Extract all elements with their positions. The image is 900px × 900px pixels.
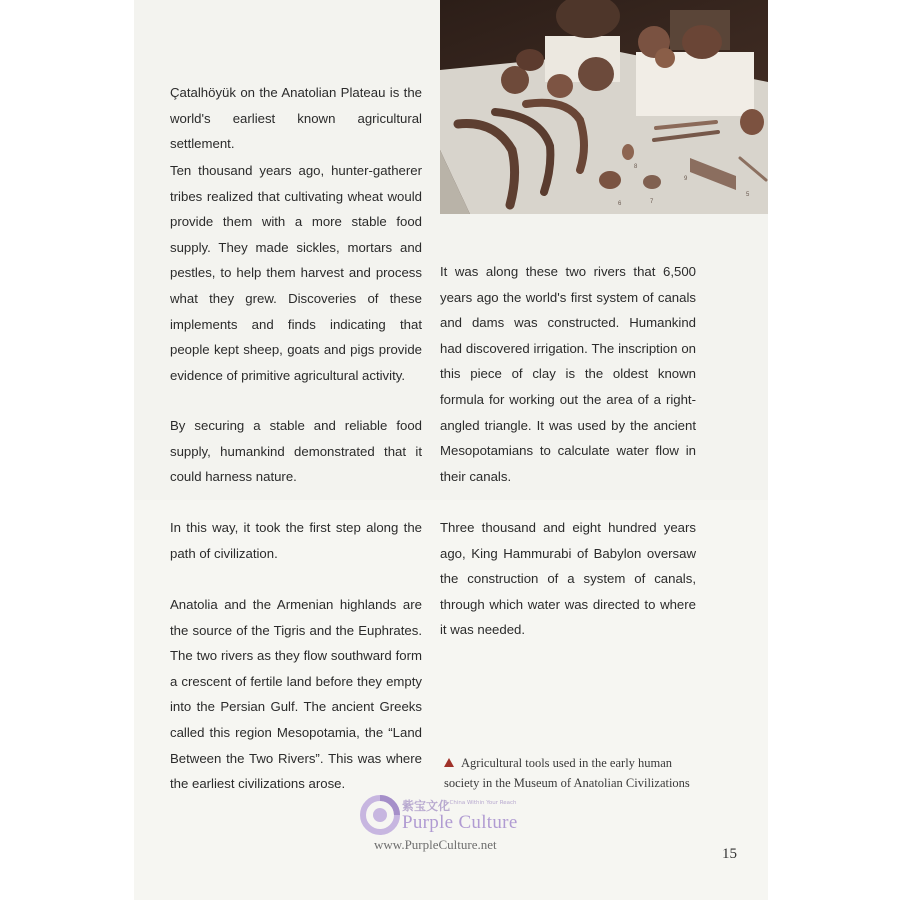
watermark-tagline: A China Within Your Reach bbox=[444, 800, 517, 806]
purple-culture-logo-icon bbox=[360, 795, 400, 835]
watermark-url: www.PurpleCulture.net bbox=[374, 837, 497, 852]
page-number: 15 bbox=[722, 846, 737, 862]
exhibit-label-8: 8 bbox=[634, 164, 638, 170]
paragraph-hunter-gatherers: Ten thousand years ago, hunter-gatherer tribes realized that cultivating wheat would provide them with a more stable food supply. They made sickles, mortars and pestles, to help them harvest and process what they grew. Discoveries of these implements and finds indicating that people kept sheep, goats and pigs provide evidence of primitive agricultural activity. bbox=[170, 163, 422, 383]
museum-photo bbox=[440, 0, 768, 214]
watermark-brand: Purple Culture bbox=[402, 812, 518, 833]
caption-text: Agricultural tools used in the early human society in the Museum of Anatolian Civilizations bbox=[444, 756, 690, 790]
caption-marker-icon bbox=[444, 758, 454, 767]
museum-photo-illustration bbox=[440, 0, 768, 214]
watermark-chinese-name: 紫宝文化 bbox=[402, 799, 451, 813]
paragraph-catalhoyuk: Çatalhöyük on the Anatolian Plateau is the world's earliest known agricultural settlement. bbox=[170, 85, 422, 152]
paragraph-irrigation: It was along these two rivers that 6,500 years ago the world's first system of canals and dams was constructed. Humankind had discovered irrigation. The inscription on this piece of clay is the oldest known formula for working out the area of a right-angled triangle. It was used by the ancient Mesopotamians to calculate water flow in their canals. bbox=[440, 264, 696, 484]
exhibit-label-6: 6 bbox=[618, 201, 622, 207]
exhibit-label-7: 7 bbox=[650, 199, 654, 205]
paragraph-hammurabi: Three thousand and eight hundred years ago, King Hammurabi of Babylon oversaw the construction of a system of canals, through which water was directed to where it was needed. bbox=[440, 520, 696, 638]
paragraph-first-step: In this way, it took the first step along the path of civilization. bbox=[170, 520, 422, 561]
exhibit-label-5: 5 bbox=[746, 192, 750, 198]
book-page bbox=[134, 0, 768, 900]
watermark bbox=[358, 795, 578, 865]
paragraph-mesopotamia: Anatolia and the Armenian highlands are the source of the Tigris and the Euphrates. The two rivers as they flow southward form a crescent of fertile land before they empty into the Persian Gulf. The ancient Greeks called this region Mesopotamia, the “Land Between the Two Rivers”. This was where the earliest civilizations arose. bbox=[170, 597, 422, 792]
exhibit-label-9: 9 bbox=[684, 176, 688, 182]
photo-caption bbox=[444, 753, 694, 793]
paragraph-stable-food: By securing a stable and reliable food supply, humankind demonstrated that it could harness nature. bbox=[170, 418, 422, 485]
